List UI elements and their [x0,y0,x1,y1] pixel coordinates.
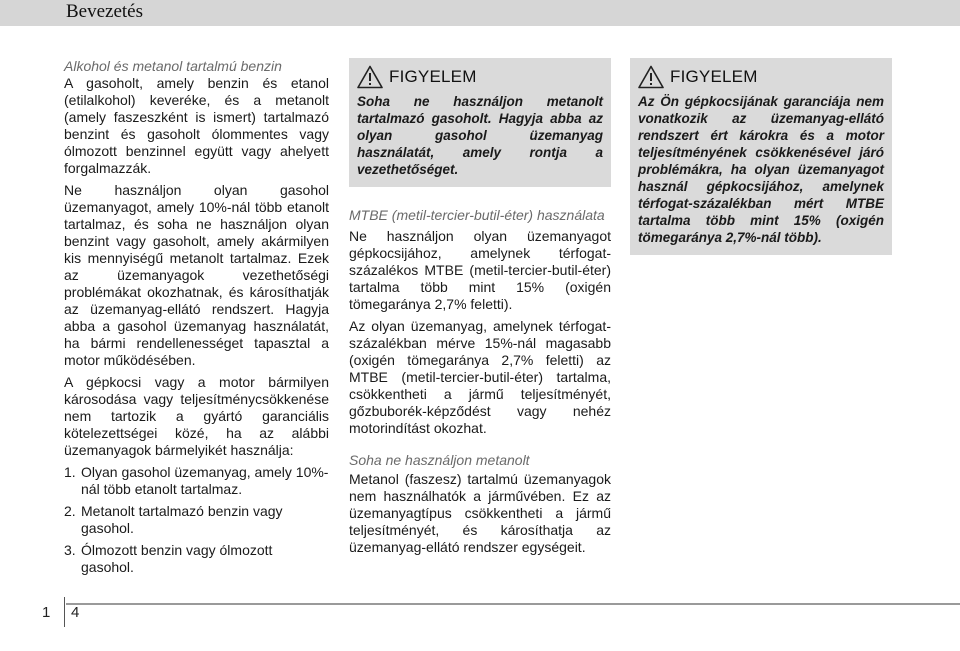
warning-text: Az Ön gépkocsijának garanciája nem vonatkozik az üzemanyag-ellátó rendszert ért károkra és a motor teljesítményének csökkenésével járó problémákra, ha olyan üzemanyagot használ gépkocsijához, amelynek térfogat-százalékban mért MTBE tartalma több mint 15% (oxigén tömegaránya 2,7%-nál több). [638,94,884,245]
footer-separator [64,597,65,627]
warning-title: FIGYELEM [670,67,758,86]
list-item [64,503,329,537]
list-item [64,464,329,498]
methanol-paragraph: Metanol (faszesz) tartalmú üzemanyagok nem használhatók a járművében. Ez az üzemanyagtípus csökkentheti a jármű teljesítményét, és károsíthatja az üzemanyag-ellátó rendszer egységeit. [349,471,611,555]
page-header [0,0,960,26]
warranty-paragraph: A gépkocsi vagy a motor bármilyen károsodása vagy teljesítménycsökkenése nem tartozik a gyártó garanciális kötelezettségei közé, ha az alábbi üzemanyagok bármelyikét használja: [64,374,329,458]
section-title: Bevezetés [66,1,144,22]
mtbe-paragraph-2: Az olyan üzemanyag, amelynek térfogat-százalékban mérve 15%-nál magasabb (oxigén tömegaránya 2,7% feletti) az MTBE (metil-tercier-butil-éter) tartalma, csökkentheti a jármű teljesítményét, gőzbuborék-képződést vagy nehéz motorindítást okozhat. [349,318,611,436]
alcohol-fuel-heading: Alkohol és metanol tartalmú benzin [64,58,282,74]
column-3 [630,58,892,255]
column-2 [349,58,611,561]
page-number: 4 [71,604,80,621]
warning-title: FIGYELEM [389,67,477,86]
warning-box-mtbe [630,58,892,255]
gasohol-intro-paragraph: A gasoholt, amely benzin és etanol (etilalkohol) keveréke, és a metanolt (amely faszeszként is ismert) tartalmazó benzint és gasoholt ólommentes vagy ólmozott benzinnel együtt vagy ahelyett forgalmazzák. [64,75,329,176]
warning-text: Soha ne használjon metanolt tartalmazó gasoholt. Hagyja abba az olyan gasohol üzemanyag használatát, amely rontja a vezethetőséget. [357,94,603,177]
warning-triangle-icon [638,65,664,89]
warning-header [357,65,603,89]
ethanol-limit-paragraph: Ne használjon olyan gasohol üzemanyagot, amely 10%-nál több etanolt tartalmaz, és soha ne használjon olyan benzint vagy gasoholt, amely akármilyen kis mennyiségű metanolt tartalmaz. Ezek az üzemanyagok vezethetőségi problémákat okozhatnak, és károsíthatják az üzemanyag-ellátó rendszert. Hagyja abba a gasohol üzemanyag használatát, ha bármi rendellenességet tapasztal a motor működésében. [64,182,329,368]
list-item [64,542,329,576]
list-item-text: Olyan gasohol üzemanyag, amely 10%-nál több etanolt tartalmaz. [81,464,329,497]
list-item-text: Ólmozott benzin vagy ólmozott gasohol. [81,542,273,575]
chapter-number: 1 [42,604,51,621]
list-item-number: 2. [64,503,76,519]
fuel-list [64,464,329,576]
column-1 [64,58,329,581]
list-item-number: 1. [64,464,76,480]
mtbe-paragraph-1: Ne használjon olyan üzemanyagot gépkocsijához, amelynek térfogat-százalékos MTBE (metil-tercier-butil-éter) tartalma több mint 15% (oxigén tömegaránya 2,7% feletti). [349,228,611,312]
methanol-heading: Soha ne használjon metanolt [349,452,530,468]
list-item-number: 3. [64,542,76,558]
footer-rule [66,603,960,605]
warning-header [638,65,884,89]
warning-box-methanol [349,58,611,187]
warning-triangle-icon [357,65,383,89]
list-item-text: Metanolt tartalmazó benzin vagy gasohol. [81,503,283,536]
mtbe-heading: MTBE (metil-tercier-butil-éter) használata [349,207,605,223]
